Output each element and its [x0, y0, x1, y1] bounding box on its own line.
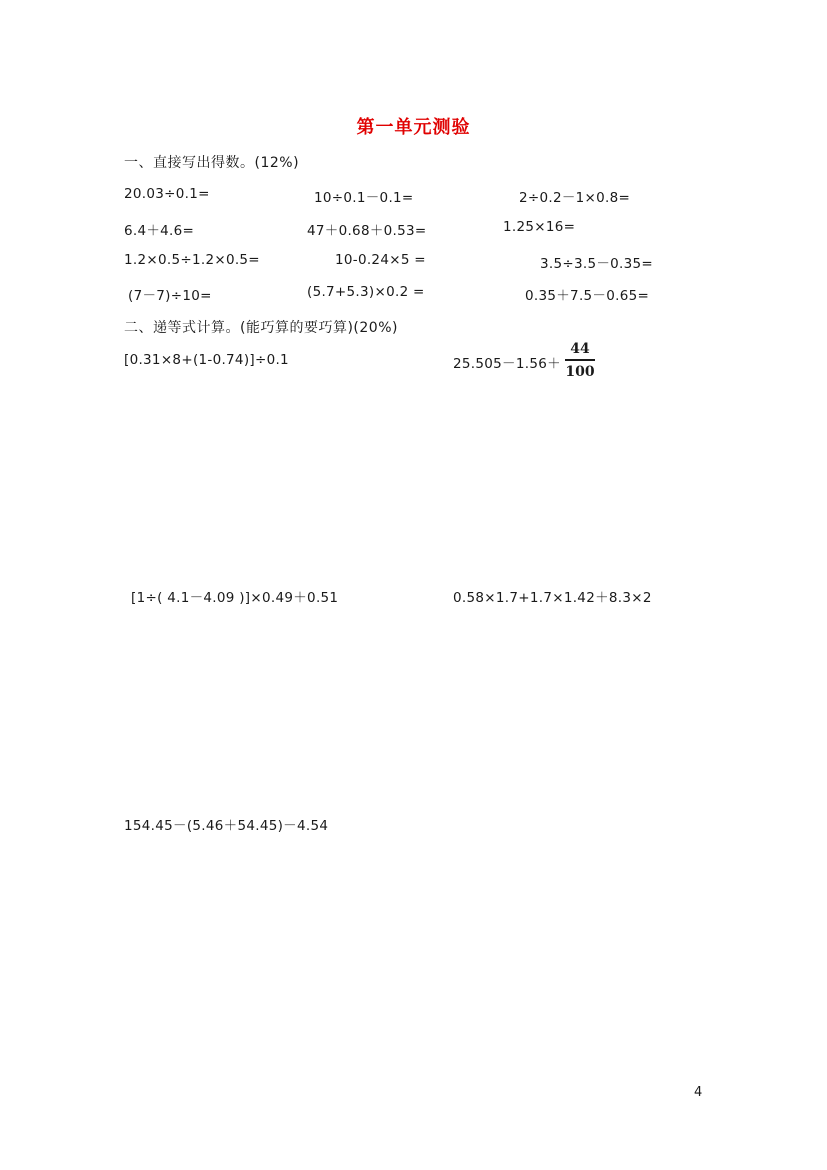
oral-item: 47＋0.68＋0.53=: [307, 223, 427, 239]
calc-problem-3: [1÷( 4.1－4.09 )]×0.49＋0.51: [131, 590, 339, 606]
page-title: 第一单元测验: [356, 117, 471, 138]
calc-problem-4: 0.58×1.7+1.7×1.42＋8.3×2: [453, 590, 652, 606]
fraction-numerator: 44: [570, 341, 590, 357]
fraction-bar: [565, 359, 595, 361]
oral-item: 1.25×16=: [503, 219, 576, 235]
oral-item: 6.4＋4.6=: [124, 223, 195, 239]
oral-item: (5.7+5.3)×0.2 =: [307, 284, 425, 300]
oral-item: 10-0.24×5 =: [335, 252, 426, 268]
oral-item: 2÷0.2－1×0.8=: [519, 190, 631, 206]
oral-item: 1.2×0.5÷1.2×0.5=: [124, 252, 260, 268]
fraction-denominator: 100: [565, 363, 595, 380]
fraction: [565, 340, 595, 381]
page-number: 4: [694, 1085, 703, 1100]
oral-item: 20.03÷0.1=: [124, 186, 210, 202]
calc-problem-1: [0.31×8+(1-0.74)]÷0.1: [124, 352, 289, 368]
section-2-heading: 二、递等式计算。(能巧算的要巧算)(20%): [124, 320, 398, 336]
oral-item: 10÷0.1－0.1=: [314, 190, 414, 206]
oral-item: (7－7)÷10=: [128, 288, 212, 304]
oral-item: 3.5÷3.5－0.35=: [540, 256, 654, 272]
oral-item: 0.35＋7.5－0.65=: [525, 288, 650, 304]
section-1-heading: 一、直接写出得数。(12%): [124, 155, 300, 171]
calc-problem-5: 154.45－(5.46＋54.45)－4.54: [124, 818, 329, 834]
calc-problem-2: 25.505－1.56＋: [453, 356, 561, 372]
